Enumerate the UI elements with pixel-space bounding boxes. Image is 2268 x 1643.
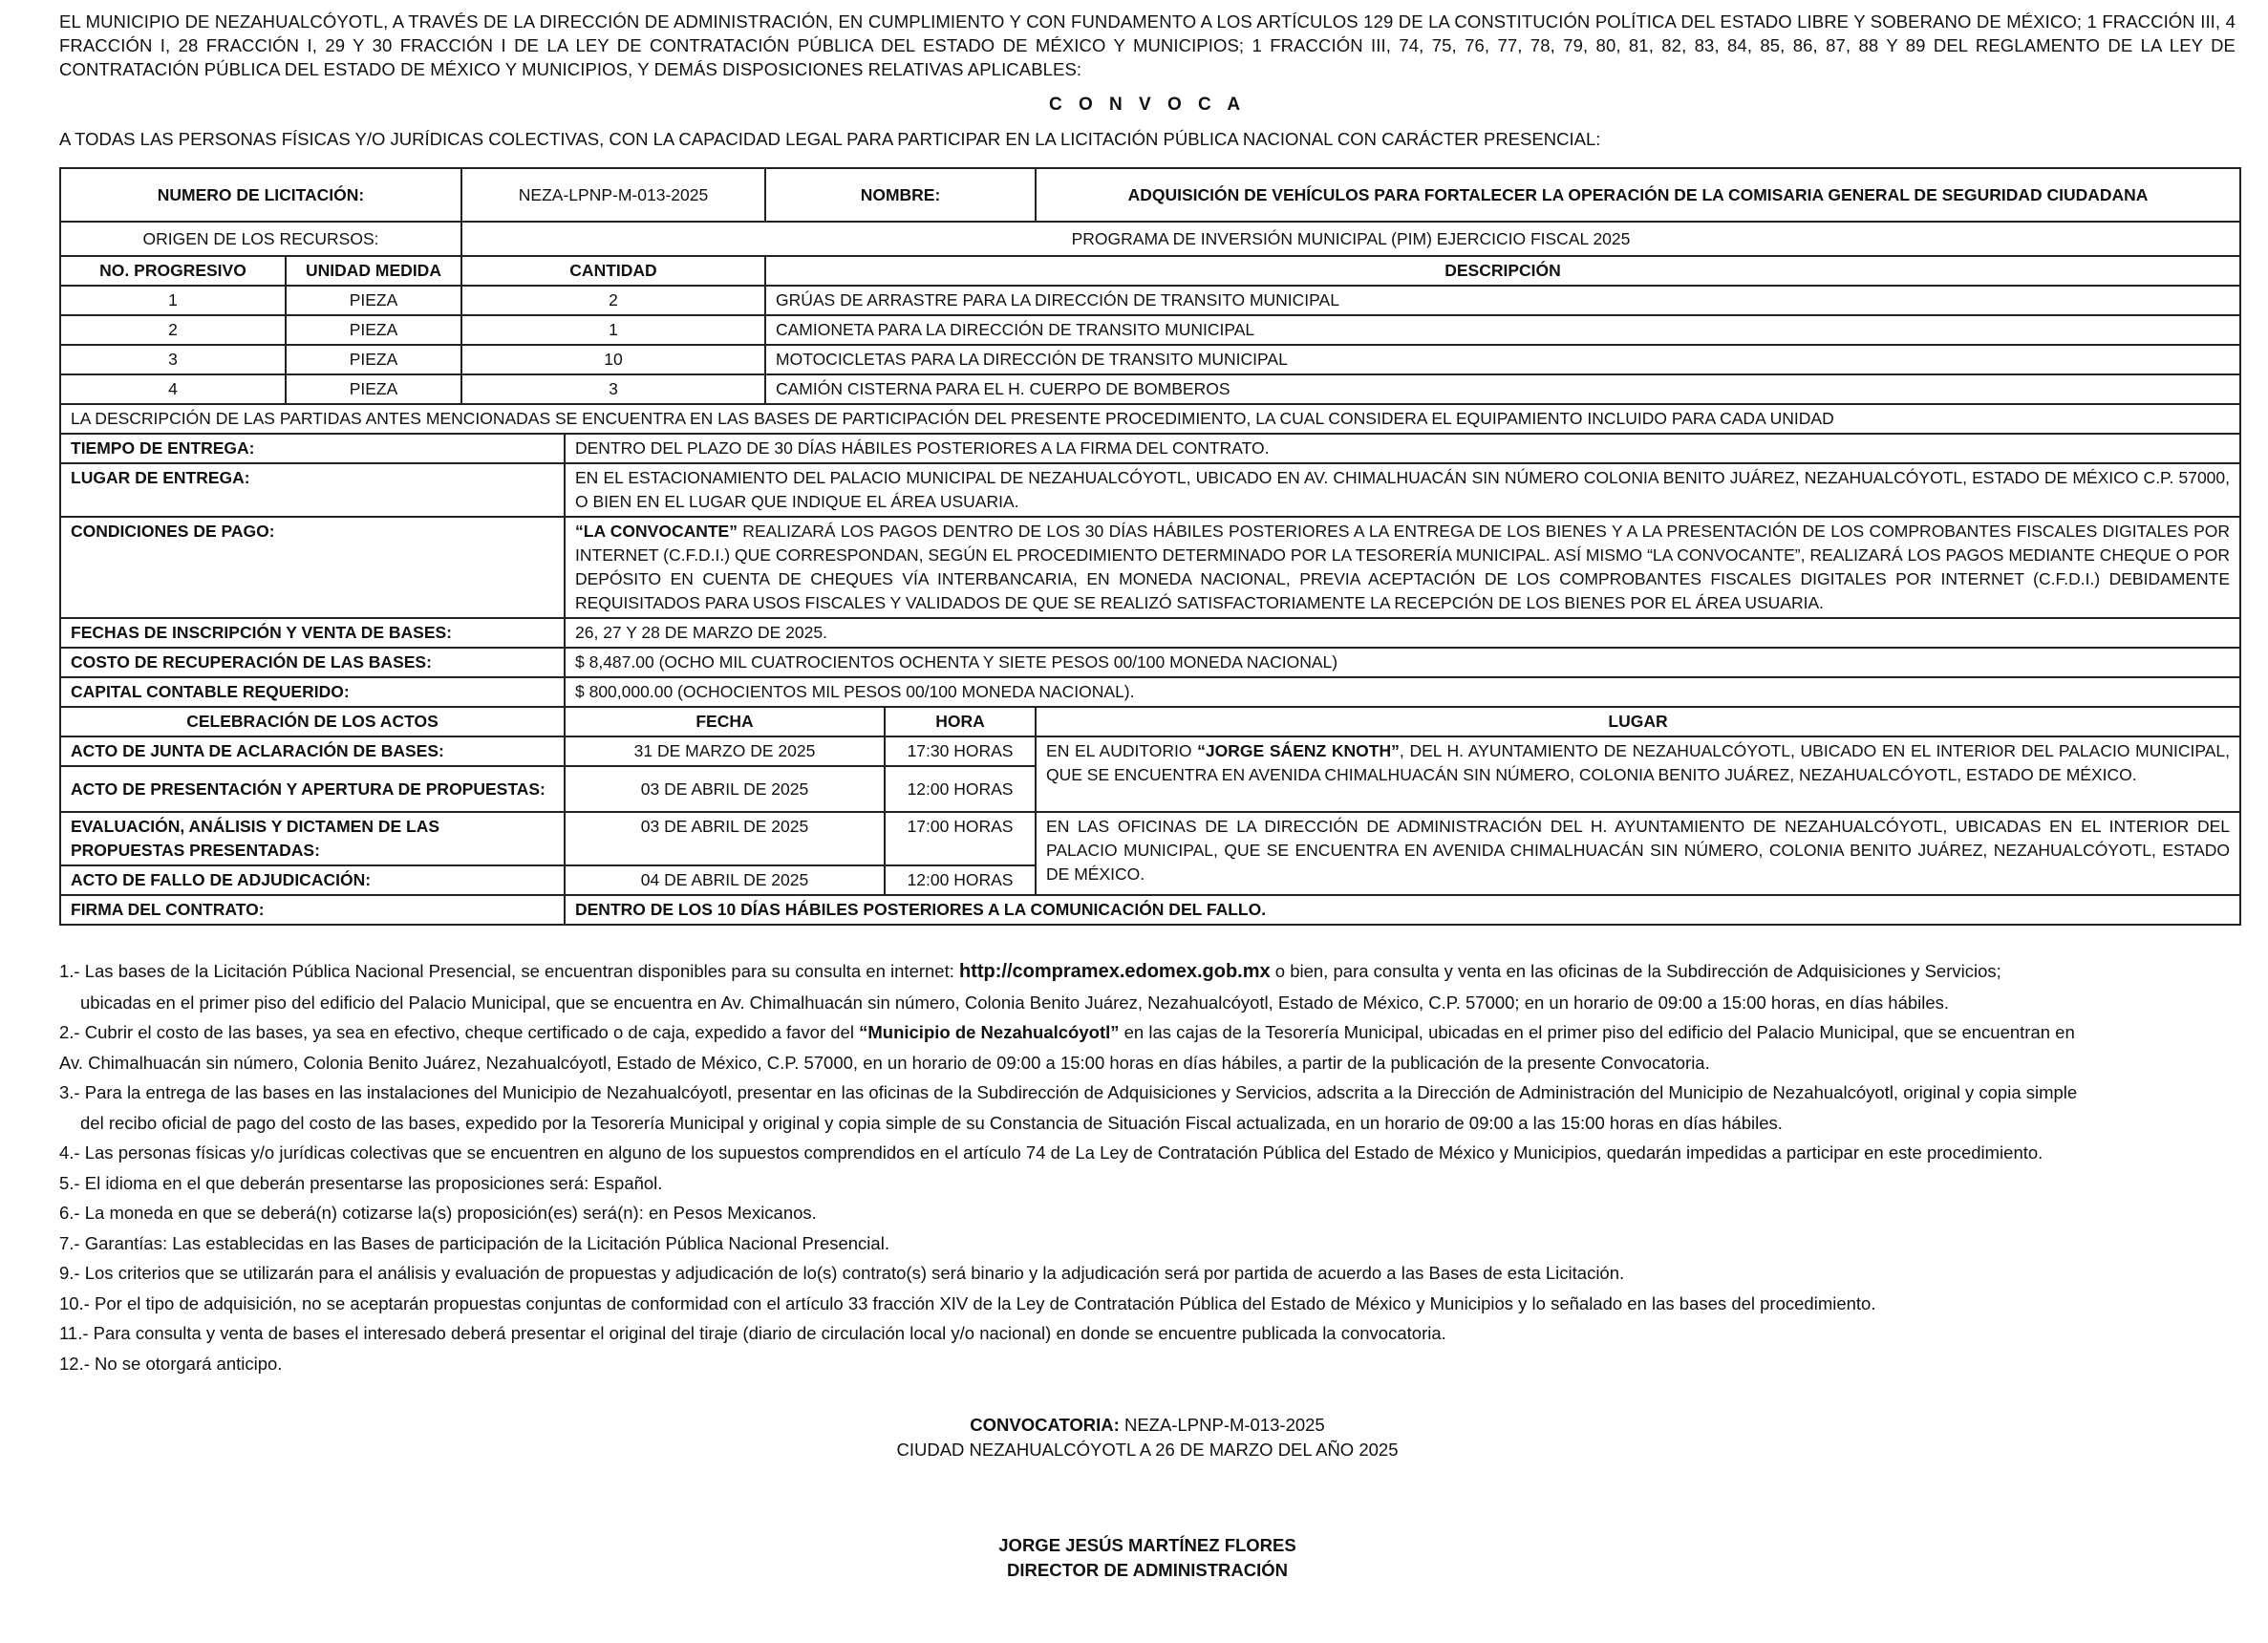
compramex-link[interactable]: http://compramex.edomex.gob.mx [959,961,1271,982]
header-celebracion: CELEBRACIÓN DE LOS ACTOS [60,707,565,736]
header-unidad: UNIDAD MEDIDA [286,256,461,286]
note-2-text: 2.- Cubrir el costo de las bases, ya sea en efectivo, cheque certificado o de caja, expedido a favor del [59,1022,860,1042]
fechas-value: 26, 27 Y 28 DE MARZO DE 2025. [565,618,2240,648]
ciudad-fecha: CIUDAD NEZAHUALCÓYOTL A 26 DE MARZO DEL AÑO 2025 [896,1440,1399,1460]
licitacion-table [59,167,2241,926]
item-unidad: PIEZA [286,315,461,345]
table-row [60,286,2240,315]
fechas-row [60,618,2240,648]
item-cantidad: 10 [461,345,765,374]
fechas-label: FECHAS DE INSCRIPCIÓN Y VENTA DE BASES: [60,618,565,648]
acto-junta-hora: 17:30 HORAS [885,736,1036,766]
lugar-row [60,463,2240,517]
capital-value: $ 800,000.00 (OCHOCIENTOS MIL PESOS 00/100 MONEDA NACIONAL). [565,677,2240,707]
item-no: 4 [60,374,286,404]
numero-label: NUMERO DE LICITACIÓN: [60,168,461,222]
note-11: 11.- Para consulta y venta de bases el interesado deberá presentar el original del tiraje (diario de circulación local y/o nacional) en donde se encuentre publicada la convocatoria. [59,1323,1446,1343]
item-cantidad: 3 [461,374,765,404]
header-descripcion: DESCRIPCIÓN [765,256,2240,286]
convocatoria-line [59,1413,2236,1438]
lugar-value: EN EL ESTACIONAMIENTO DEL PALACIO MUNICIPAL DE NEZAHUALCÓYOTL, UBICADO EN AV. CHIMALHUACÁN SIN NÚMERO COLONIA BENITO JUÁREZ, NEZAHUALCÓYOTL, ESTADO DE MÉXICO C.P. 57000, O BIEN EN EL LUGAR QUE INDIQUE EL ÁREA USUARIA. [565,463,2240,517]
pago-row [60,517,2240,618]
acto-evaluacion-fecha: 03 DE ABRIL DE 2025 [565,812,885,865]
item-no: 1 [60,286,286,315]
firma-value: DENTRO DE LOS 10 DÍAS HÁBILES POSTERIORES A LA COMUNICACIÓN DEL FALLO. [565,895,2240,925]
note-7: 7.- Garantías: Las establecidas en las Bases de participación de la Licitación Pública Nacional Presencial. [59,1232,889,1253]
acto-presentacion-label: ACTO DE PRESENTACIÓN Y APERTURA DE PROPUESTAS: [60,766,565,812]
item-unidad: PIEZA [286,286,461,315]
item-no: 2 [60,315,286,345]
firma-label: FIRMA DEL CONTRATO: [60,895,565,925]
item-descripcion: GRÚAS DE ARRASTRE PARA LA DIRECCIÓN DE TRANSITO MUNICIPAL [765,286,2240,315]
acto-evaluacion-row [60,812,2240,865]
costo-label: COSTO DE RECUPERACIÓN DE LAS BASES: [60,648,565,677]
note-4: 4.- Las personas físicas y/o jurídicas colectivas que se encuentren en alguno de los supuestos comprendidos en el artículo 74 de La Ley de Contratación Pública del Estado de México y Municipios, quedarán impedidas a participar en este procedimiento. [59,1142,2043,1163]
pago-value-text: REALIZARÁ LOS PAGOS DENTRO DE LOS 30 DÍAS HÁBILES POSTERIORES A LA ENTREGA DE LOS BIENES Y A LA PRESENTACIÓN DE LOS COMPROBANTES FISCALES DIGITALES POR INTERNET (C.F.D.I.) QUE CORRESPONDAN, SEGÚN EL PROCEDIMIENTO DETERMINADO POR LA TESORERÍA MUNICIPAL. ASÍ MISMO “LA CONVOCANTE”, REALIZARÁ LOS PAGOS MEDIANTE CHEQUE O POR DEPÓSITO EN CUENTA DE CHEQUES VÍA INTERBANCARIA, EN MONEDA NACIONAL, PREVIA ACEPTACIÓN DE LOS COMPROBANTES FISCALES DIGITALES POR INTERNET (C.F.D.I.) DEBIDAMENTE REQUISITADOS PARA USOS FISCALES Y VALIDADOS DE QUE SE REALIZÓ SATISFACTORIAMENTE LA RECEPCIÓN DE LOS BIENES POR EL ÁREA USUARIA. [575,522,2231,612]
note-1-cont: ubicadas en el primer piso del edificio del Palacio Municipal, que se encuentra en Av. Chimalhuacán sin número, Colonia Benito Juárez, Nezahualcóyotl, Estado de México, C.P. 57000; en un horario de 09:00 a 15:00 horas, en días hábiles. [80,992,1950,1013]
item-unidad: PIEZA [286,345,461,374]
firmante-cargo: DIRECTOR DE ADMINISTRACIÓN [1007,1560,1288,1580]
header-progresivo: NO. PROGRESIVO [60,256,286,286]
acto-fallo-label: ACTO DE FALLO DE ADJUDICACIÓN: [60,865,565,895]
acto-junta-row [60,736,2240,766]
note-10: 10.- Por el tipo de adquisición, no se aceptarán propuestas conjuntas de conformidad con el artículo 33 fracción XIV de la Ley de Contratación Pública del Estado de México y Municipios y lo señalado en las bases del procedimiento. [59,1292,1876,1313]
pago-value [565,517,2240,618]
note-9: 9.- Los criterios que se utilizarán para el análisis y evaluación de propuestas y adjudicación de lo(s) contrato(s) será binario y la adjudicación será por partida de acuerdo a las Bases de esta Licitación. [59,1263,1625,1283]
actos-header-row [60,707,2240,736]
table-row [60,315,2240,345]
nota-partidas: LA DESCRIPCIÓN DE LAS PARTIDAS ANTES MENCIONADAS SE ENCUENTRA EN LAS BASES DE PARTICIPACIÓN DEL PRESENTE PROCEDIMIENTO, LA CUAL CONSIDERA EL EQUIPAMIENTO INCLUIDO PARA CADA UNIDAD [60,404,2240,434]
nombre-label: NOMBRE: [765,168,1036,222]
note-12: 12.- No se otorgará anticipo. [59,1353,283,1374]
pago-value-convocante: “LA CONVOCANTE” [575,522,738,541]
firmante-name: JORGE JESÚS MARTÍNEZ FLORES [998,1535,1296,1555]
note-3: 3.- Para la entrega de las bases en las instalaciones del Municipio de Nezahualcóyotl, presentar en las oficinas de la Subdirección de Adquisiciones y Servicios, adscrita a la Dirección de Administración del Municipio de Nezahualcóyotl, original y copia simple [59,1082,2078,1102]
convocatoria-value: NEZA-LPNP-M-013-2025 [1119,1415,1325,1435]
invite-paragraph: A TODAS LAS PERSONAS FÍSICAS Y/O JURÍDICAS COLECTIVAS, CON LA CAPACIDAD LEGAL PARA PARTICIPAR EN LA LICITACIÓN PÚBLICA NACIONAL CON CARÁCTER PRESENCIAL: [59,129,1601,149]
item-cantidad: 2 [461,286,765,315]
note-5: 5.- El idioma en el que deberán presentarse las proposiciones será: Español. [59,1172,663,1193]
acto-junta-label: ACTO DE JUNTA DE ACLARACIÓN DE BASES: [60,736,565,766]
signature-block [59,1533,2236,1583]
convocatoria-label: CONVOCATORIA: [970,1415,1120,1435]
item-cantidad: 1 [461,315,765,345]
capital-row [60,677,2240,707]
note-6: 6.- La moneda en que se deberá(n) cotizarse la(s) proposición(es) será(n): en Pesos Mexicanos. [59,1203,817,1223]
numero-row [60,168,2240,222]
nota-partidas-row [60,404,2240,434]
lugar-auditorio-pre: EN EL AUDITORIO [1046,741,1198,760]
tiempo-label: TIEMPO DE ENTREGA: [60,434,565,463]
numero-value: NEZA-LPNP-M-013-2025 [461,168,765,222]
lugar-oficinas: EN LAS OFICINAS DE LA DIRECCIÓN DE ADMINISTRACIÓN DEL H. AYUNTAMIENTO DE NEZAHUALCÓYOTL, UBICADAS EN EL INTERIOR DEL PALACIO MUNICIPAL, QUE SE ENCUENTRA EN AVENIDA CHIMALHUACÁN SIN NÚMERO, COLONIA BENITO JUÁREZ, NEZAHUALCÓYOTL, ESTADO DE MÉXICO. [1036,812,2240,895]
item-descripcion: CAMIONETA PARA LA DIRECCIÓN DE TRANSITO MUNICIPAL [765,315,2240,345]
costo-value: $ 8,487.00 (OCHO MIL CUATROCIENTOS OCHENTA Y SIETE PESOS 00/100 MONEDA NACIONAL) [565,648,2240,677]
item-no: 3 [60,345,286,374]
note-2-cont: Av. Chimalhuacán sin número, Colonia Benito Juárez, Nezahualcóyotl, Estado de México, C.P. 57000, en un horario de 09:00 a 15:00 horas en días hábiles, a partir de la publicación de la presente Convocatoria. [59,1052,1710,1073]
table-row [60,374,2240,404]
lugar-auditorio-post: , DEL H. AYUNTAMIENTO DE NEZAHUALCÓYOTL, UBICADO EN EL INTERIOR DEL PALACIO MUNICIPAL, QUE SE ENCUENTRA EN AVENIDA CHIMALHUACÁN SIN NÚMERO, COLONIA BENITO JUÁREZ, NEZAHUALCÓYOTL, ESTADO DE MÉXICO. [1046,741,2230,784]
notes-list [59,956,2236,1378]
tiempo-value: DENTRO DEL PLAZO DE 30 DÍAS HÁBILES POSTERIORES A LA FIRMA DEL CONTRATO. [565,434,2240,463]
note-1 [59,956,2236,988]
origen-value: PROGRAMA DE INVERSIÓN MUNICIPAL (PIM) EJERCICIO FISCAL 2025 [461,222,2240,256]
lugar-auditorio-name: “JORGE SÁENZ KNOTH” [1197,741,1400,760]
intro-paragraph: EL MUNICIPIO DE NEZAHUALCÓYOTL, A TRAVÉS DE LA DIRECCIÓN DE ADMINISTRACIÓN, EN CUMPLIMIENTO Y CON FUNDAMENTO A LOS ARTÍCULOS 129 DE LA CONSTITUCIÓN POLÍTICA DEL ESTADO LIBRE Y SOBERANO DE MÉXICO; 1 FRACCIÓN III, 4 FRACCIÓN I, 28 FRACCIÓN I, 29 Y 30 FRACCIÓN I DE LA LEY DE CONTRATACIÓN PÚBLICA DEL ESTADO DE MÉXICO Y MUNICIPIOS; 1 FRACCIÓN III, 74, 75, 76, 77, 78, 79, 80, 81, 82, 83, 84, 85, 86, 87, 88 Y 89 DEL REGLAMENTO DE LA LEY DE CONTRATACIÓN PÚBLICA DEL ESTADO DE MÉXICO Y MUNICIPIOS, Y DEMÁS DISPOSICIONES RELATIVAS APLICABLES: [59,11,2236,79]
acto-evaluacion-hora: 17:00 HORAS [885,812,1036,865]
origen-label: ORIGEN DE LOS RECURSOS: [60,222,461,256]
note-2-text-b: en las cajas de la Tesorería Municipal, ubicadas en el primer piso del edificio del Palacio Municipal, que se encuentran en [1119,1022,2075,1042]
acto-evaluacion-label: EVALUACIÓN, ANÁLISIS Y DICTAMEN DE LAS PROPUESTAS PRESENTADAS: [60,812,565,865]
acto-junta-fecha: 31 DE MARZO DE 2025 [565,736,885,766]
acto-presentacion-hora: 12:00 HORAS [885,766,1036,812]
note-2-municipio: “Municipio de Nezahualcóyotl” [859,1022,1120,1042]
header-cantidad: CANTIDAD [461,256,765,286]
pago-label: CONDICIONES DE PAGO: [60,517,565,618]
header-lugar: LUGAR [1036,707,2240,736]
header-fecha: FECHA [565,707,885,736]
tiempo-row [60,434,2240,463]
item-unidad: PIEZA [286,374,461,404]
acto-fallo-fecha: 04 DE ABRIL DE 2025 [565,865,885,895]
origen-row [60,222,2240,256]
firma-row [60,895,2240,925]
note-1-text: 1.- Las bases de la Licitación Pública Nacional Presencial, se encuentran disponibles para su consulta en internet: [59,961,960,981]
note-2 [59,1017,2236,1048]
lugar-label: LUGAR DE ENTREGA: [60,463,565,517]
note-3-cont: del recibo oficial de pago del costo de las bases, expedido por la Tesorería Municipal y original y copia simple de su Constancia de Situación Fiscal actualizada, en un horario de 09:00 a las 15:00 horas en días hábiles. [80,1112,1783,1133]
capital-label: CAPITAL CONTABLE REQUERIDO: [60,677,565,707]
header-hora: HORA [885,707,1036,736]
note-1-text-b: o bien, para consulta y venta en las oficinas de la Subdirección de Adquisiciones y Servicios; [1270,961,2001,981]
item-descripcion: MOTOCICLETAS PARA LA DIRECCIÓN DE TRANSITO MUNICIPAL [765,345,2240,374]
convocatoria-block [59,1413,2236,1462]
costo-row [60,648,2240,677]
acto-fallo-hora: 12:00 HORAS [885,865,1036,895]
table-row [60,345,2240,374]
item-descripcion: CAMIÓN CISTERNA PARA EL H. CUERPO DE BOMBEROS [765,374,2240,404]
convoca-heading: C O N V O C A [1048,95,1247,115]
lugar-auditorio [1036,736,2240,812]
acto-presentacion-fecha: 03 DE ABRIL DE 2025 [565,766,885,812]
items-header-row [60,256,2240,286]
nombre-value: ADQUISICIÓN DE VEHÍCULOS PARA FORTALECER LA OPERACIÓN DE LA COMISARIA GENERAL DE SEGURIDAD CIUDADANA [1036,168,2240,222]
